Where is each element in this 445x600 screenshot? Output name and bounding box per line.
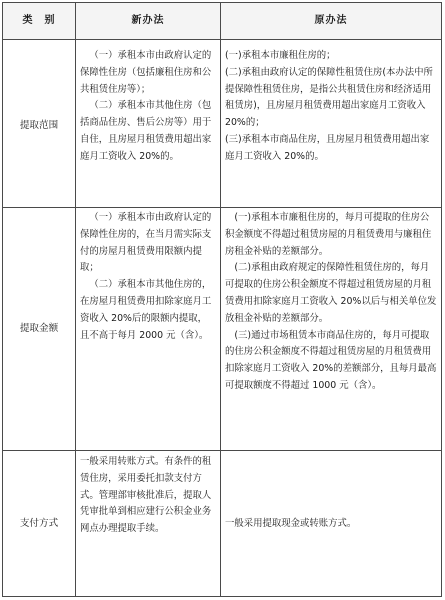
old-method-cell	[221, 208, 442, 451]
old-method-cell	[221, 40, 442, 208]
new-method-cell	[76, 451, 221, 597]
header-category: 类 别	[3, 3, 76, 40]
paragraph: (一)承租本市廉租住房的，每月可提取的住房公积金额度不得超过租赁房屋的月租赁费用与廉租住房租金补贴的差额部分。	[225, 212, 432, 257]
table-row	[3, 40, 442, 208]
paragraph: 一般采用转账方式。有条件的租赁住房，采用委托扣款支付方式。管理部审核批准后，提取人凭审批单到相应建行公积金业务网点办理提取手续。	[80, 456, 212, 535]
category-cell: 支付方式	[3, 451, 76, 597]
old-method-cell	[221, 451, 442, 597]
paragraph: （一）承租本市由政府认定的保障性住房（包括廉租住房和公共租赁住房等）；	[80, 50, 212, 95]
paragraph: (一)承租本市廉租住房的；	[225, 50, 336, 61]
paragraph: （二）承租本市其他住房的，在房屋月租赁费用扣除家庭月工资收入 20%后的限额内提取，且不高于每月 2000 元（含）。	[80, 279, 212, 341]
table-row	[3, 451, 442, 597]
paragraph: (二)承租由政府规定的保障性租赁住房的，每月可提取的住房公积金额度不得超过租赁房屋的月租赁费用扣除家庭月工资收入 20%以后与相关单位发放租金补贴的差额部分。	[225, 262, 437, 324]
paragraph: 一般采用提取现金或转账方式。	[225, 517, 357, 529]
header-new-method: 新办法	[76, 3, 221, 40]
paragraph: (二)承租由政府认定的保障性租赁住房(本办法中所提保障性租赁住房，是指公共租赁住房和经济适用租赁房)，且房屋月租赁费用超出家庭月工资收入 20%的；	[225, 66, 433, 129]
table-row	[3, 208, 442, 451]
header-old-method: 原办法	[221, 3, 442, 40]
paragraph: (三)通过市场租赁本市商品住房的，每月可提取的住房公积金额度不得超过租赁房屋的月租赁费用扣除家庭月工资收入 20%的差额部分，且每月最高可提取额度不得超过 1000 元（含）。	[225, 329, 437, 391]
new-method-cell	[76, 40, 221, 208]
new-method-cell	[76, 208, 221, 451]
comparison-table	[2, 2, 442, 597]
paragraph: （一）承租本市由政府认定的保障性住房的，在当月需实际支付的房屋月租赁费用限额内提取；	[80, 212, 212, 274]
category-cell: 提取金额	[3, 208, 76, 451]
paragraph: （二）承租本市其他住房（包括商品住房、售后公房等）用于自住，且房屋月租赁费用超出家庭月工资收入 20%的。	[80, 100, 212, 162]
paragraph: (三)承租本市商品住房，且房屋月租赁费用超出家庭月工资收入 20%的。	[225, 133, 430, 162]
table-header-row	[3, 3, 442, 40]
category-cell: 提取范围	[3, 40, 76, 208]
